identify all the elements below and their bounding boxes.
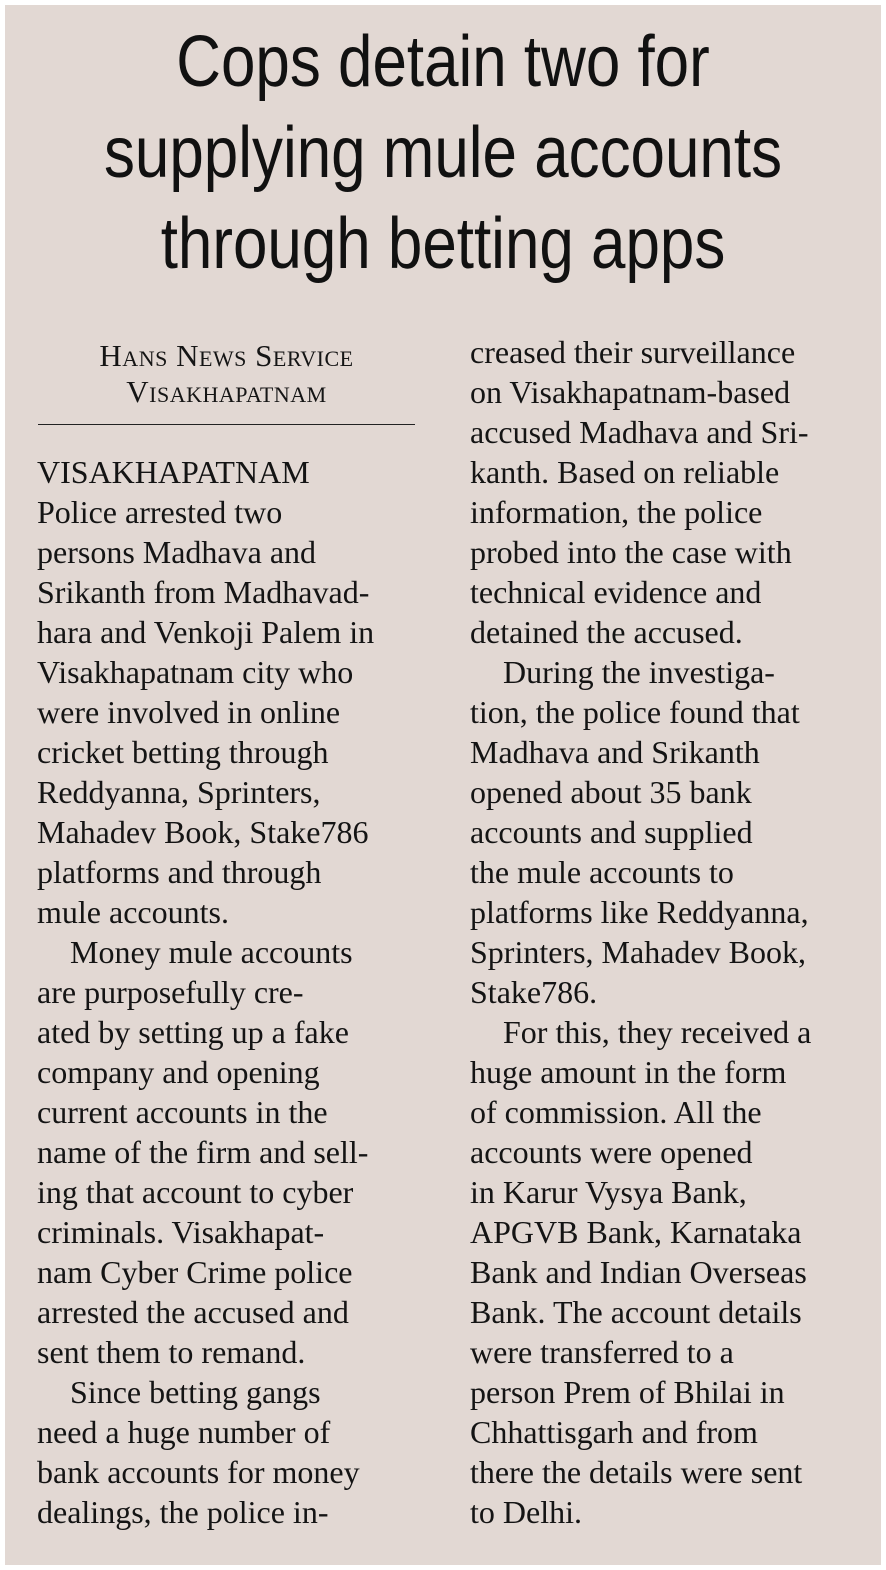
article-line: ated by setting up a fake — [37, 1014, 349, 1050]
article-line: tion, the police found that — [470, 694, 800, 730]
headline-line: Cops detain two for — [176, 22, 710, 102]
article-line: Bank and Indian Overseas — [470, 1254, 807, 1290]
article-line: platforms like Reddyanna, — [470, 894, 809, 930]
article-line: kanth. Based on reliable — [470, 454, 780, 490]
article-line: the mule accounts to — [470, 854, 734, 890]
article-line: Stake786. — [470, 974, 598, 1010]
article-line: Visakhapatnam city who — [37, 654, 354, 690]
article-line: creased their surveillance — [470, 334, 796, 370]
article-line: Since betting gangs — [70, 1374, 321, 1410]
article-line: mule accounts. — [37, 894, 229, 930]
article-line: dealings, the police in- — [37, 1494, 329, 1530]
article-line: huge amount in the form — [470, 1054, 787, 1090]
article-line: to Delhi. — [470, 1494, 582, 1530]
article-line: APGVB Bank, Karnataka — [470, 1214, 802, 1250]
article-line: are purposefully cre- — [37, 974, 304, 1010]
article-line: Reddyanna, Sprinters, — [37, 774, 321, 810]
article-line: on Visakhapatnam-based — [470, 374, 791, 410]
news-clipping — [5, 5, 881, 1565]
article-line: Sprinters, Mahadev Book, — [470, 934, 806, 970]
article-line: in Karur Vysya Bank, — [470, 1174, 747, 1210]
article-line: For this, they received a — [503, 1014, 812, 1050]
article-line: technical evidence and — [470, 574, 762, 610]
byline — [38, 338, 415, 410]
byline-agency: Hans News Service — [99, 338, 354, 373]
article-line: probed into the case with — [470, 534, 792, 570]
article-line: name of the firm and sell- — [37, 1134, 369, 1170]
article-line: criminals. Visakhapat- — [37, 1214, 325, 1250]
article-line: accounts and supplied — [470, 814, 753, 850]
article-line: need a huge number of — [37, 1414, 331, 1450]
article-line: persons Madhava and — [37, 534, 317, 570]
article-line: arrested the accused and — [37, 1294, 349, 1330]
article-line: sent them to remand. — [37, 1334, 306, 1370]
article-line: Bank. The account details — [470, 1294, 802, 1330]
article-line: current accounts in the — [37, 1094, 328, 1130]
article-column-2 — [470, 332, 845, 1532]
article-line: opened about 35 bank — [470, 774, 752, 810]
article-line: Srikanth from Madhavad- — [37, 574, 370, 610]
article-line: of commission. All the — [470, 1094, 762, 1130]
article-line: Money mule accounts — [70, 934, 353, 970]
article-line: were involved in online — [37, 694, 341, 730]
article-line: information, the police — [470, 494, 763, 530]
article-line: cricket betting through — [37, 734, 329, 770]
article-line: company and opening — [37, 1054, 320, 1090]
headline-line: through betting apps — [160, 204, 726, 284]
headline — [66, 17, 819, 290]
article-line: accounts were opened — [470, 1134, 753, 1170]
article-line: ing that account to cyber — [37, 1174, 354, 1210]
article-line: accused Madhava and Sri- — [470, 414, 809, 450]
byline-location: Visakhapatnam — [126, 374, 327, 409]
article-line: platforms and through — [37, 854, 322, 890]
byline-divider — [38, 424, 415, 425]
article-line: bank accounts for money — [37, 1454, 360, 1490]
article-line: person Prem of Bhilai in — [470, 1374, 785, 1410]
headline-line: supplying mule accounts — [103, 113, 783, 193]
article-line: Chhattisgarh and from — [470, 1414, 758, 1450]
article-line: Mahadev Book, Stake786 — [37, 814, 369, 850]
article-line: hara and Venkoji Palem in — [37, 614, 375, 650]
article-line: detained the accused. — [470, 614, 743, 650]
article-line: Madhava and Srikanth — [470, 734, 760, 770]
article-line: nam Cyber Crime police — [37, 1254, 353, 1290]
article-column-1 — [37, 452, 417, 1532]
article-line: During the investiga- — [503, 654, 775, 690]
article-line: Police arrested two — [37, 494, 283, 530]
article-line: VISAKHAPATNAM — [37, 454, 310, 490]
article-line: there the details were sent — [470, 1454, 803, 1490]
article-line: were transferred to a — [470, 1334, 734, 1370]
